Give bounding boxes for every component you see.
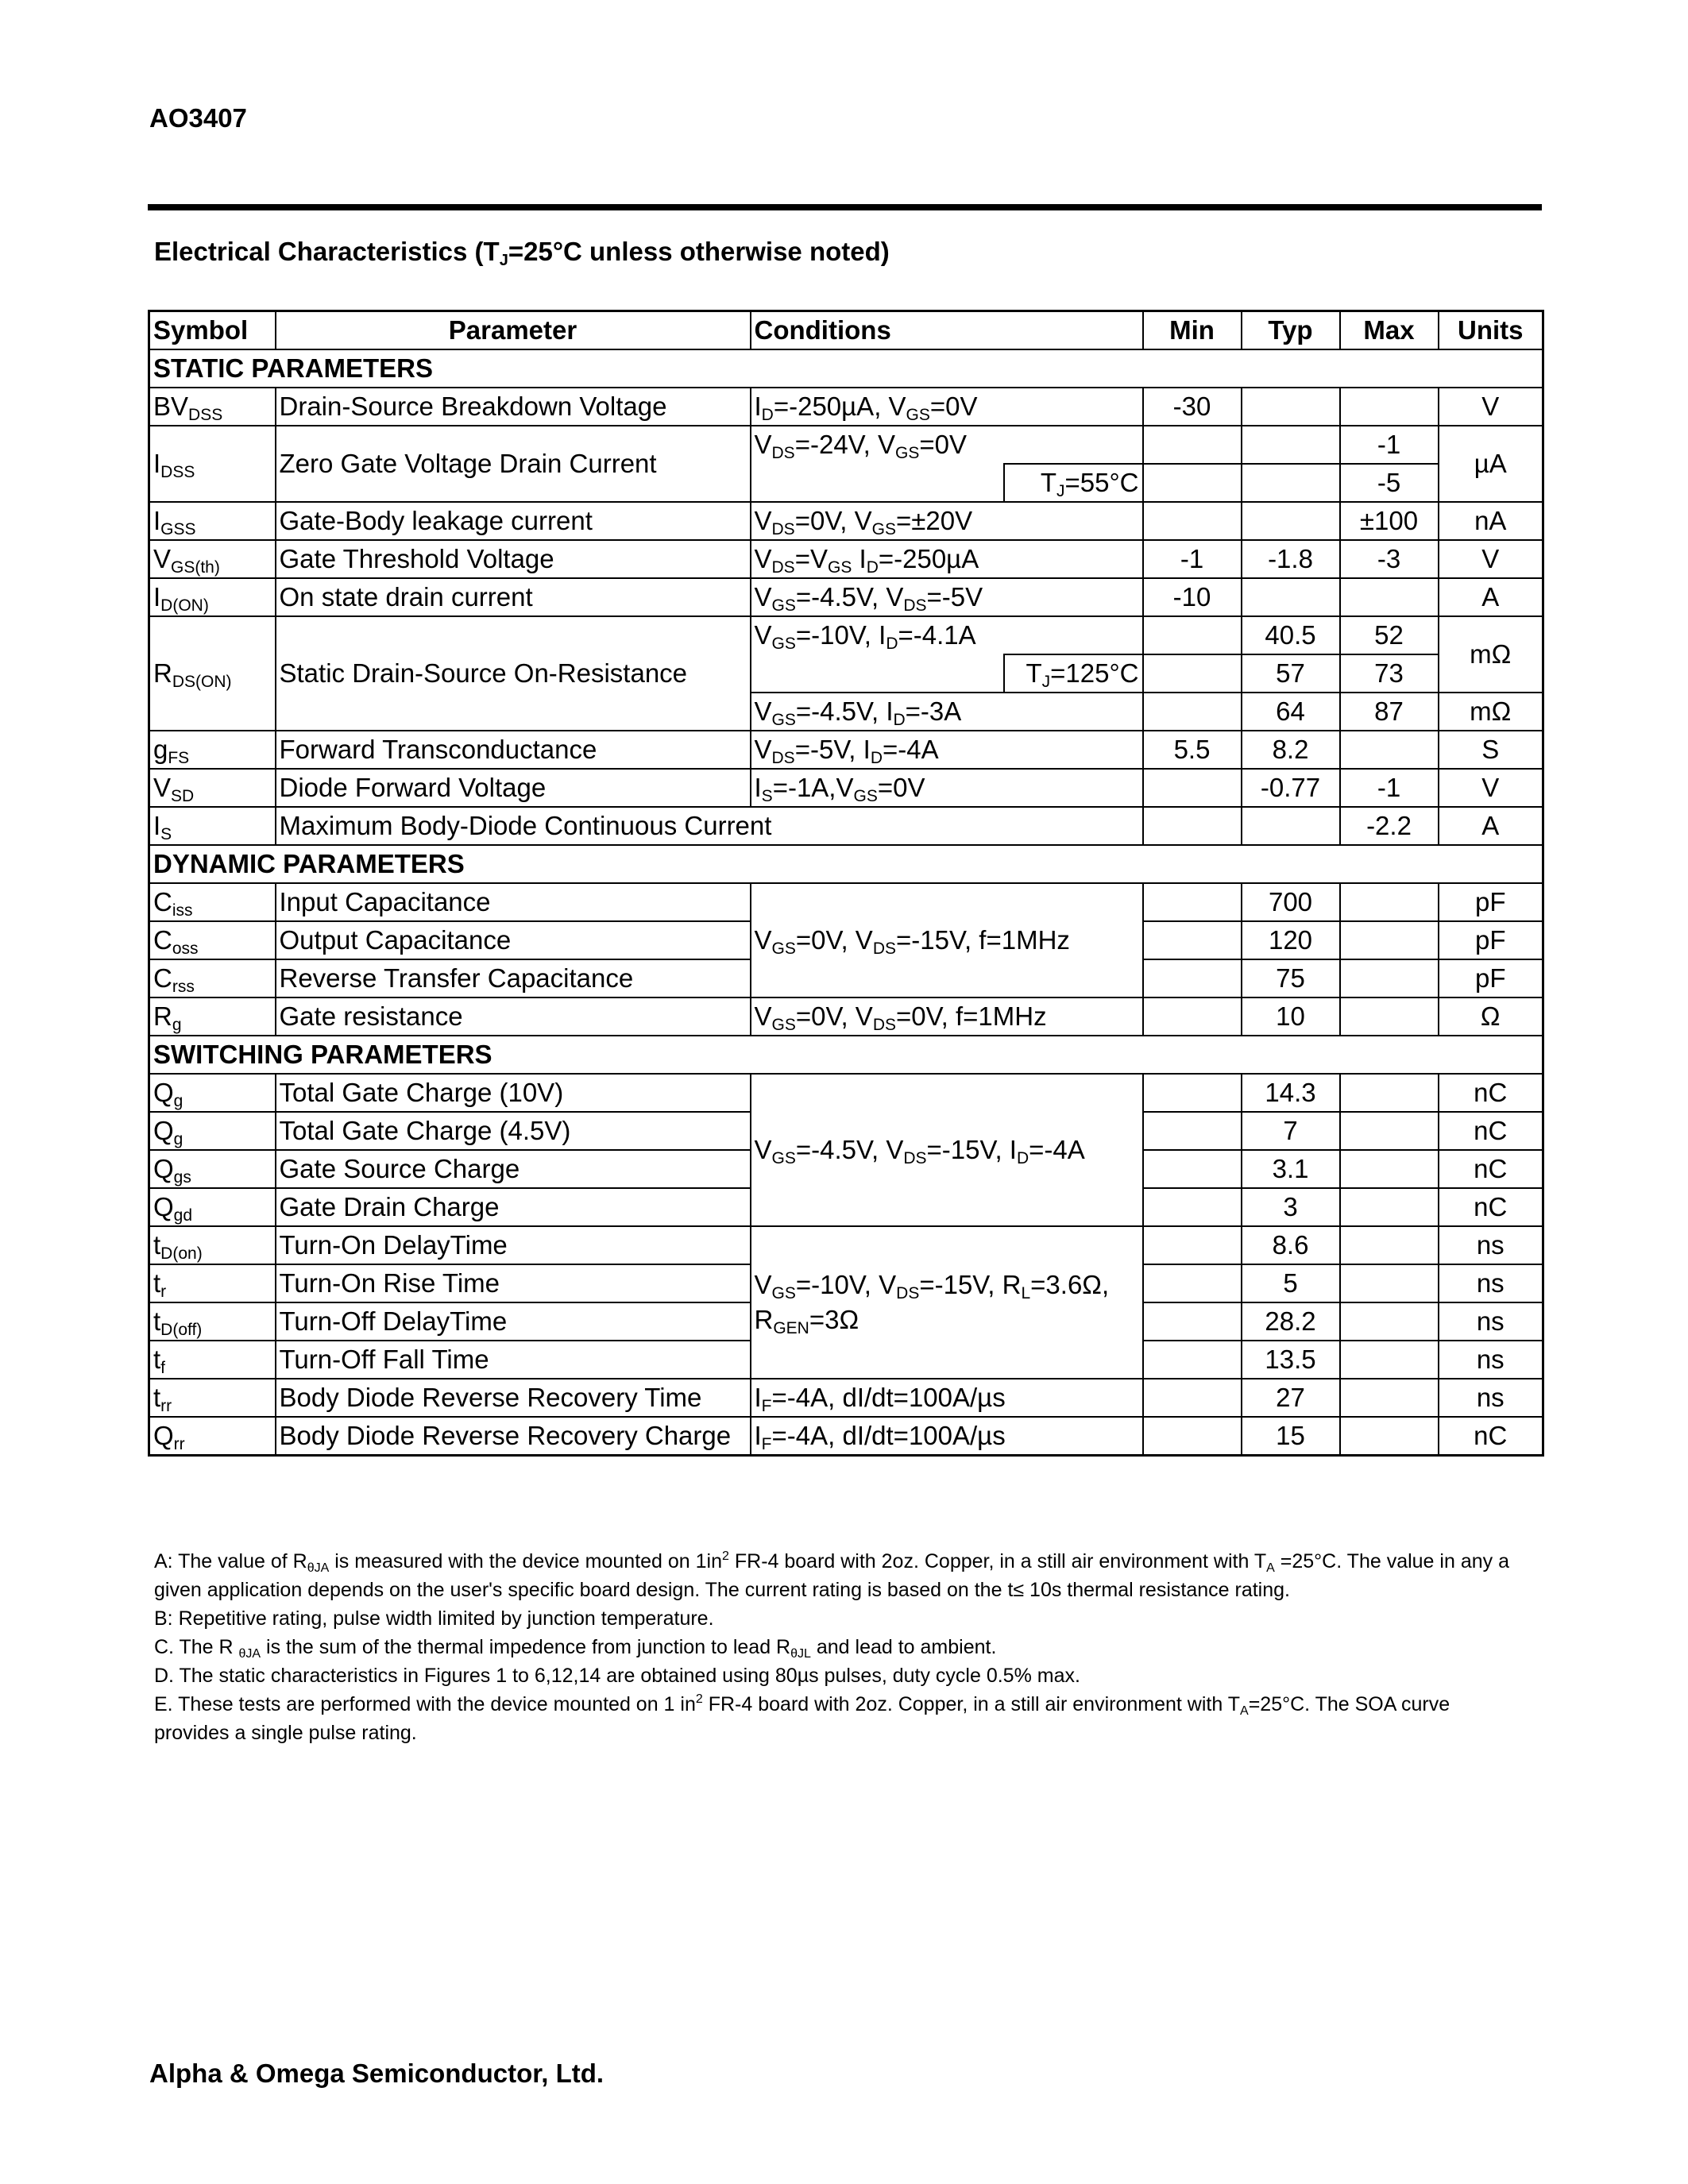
units: pF: [1439, 959, 1543, 997]
conditions: $V_{GS}=-10V$, $V_{DS}=-15V$, $R_L=3.6\Omega$, $R_{GEN}=3\Omega$: [751, 1226, 1143, 1379]
max: [1340, 1379, 1439, 1417]
typ: [1242, 426, 1340, 464]
table-row: [149, 616, 1543, 654]
parameter: Turn-Off Fall Time: [276, 1341, 751, 1379]
typ: [1242, 388, 1340, 426]
parameter: Body Diode Reverse Recovery Charge: [276, 1417, 751, 1456]
parameter: Input Capacitance: [276, 883, 751, 921]
header-rule: [148, 204, 1542, 210]
conditions: $I_D=-250\mu A$, $V_{GS}=0V$: [751, 388, 1143, 426]
max: -1: [1340, 769, 1439, 807]
conditions-spacer: [751, 464, 1004, 502]
col-typ: Typ: [1242, 311, 1340, 350]
col-symbol: Symbol: [149, 311, 276, 350]
typ: 700: [1242, 883, 1340, 921]
typ: [1242, 464, 1340, 502]
parameter: Body Diode Reverse Recovery Time: [276, 1379, 751, 1417]
part-number: AO3407: [149, 103, 247, 133]
typ: 40.5: [1242, 616, 1340, 654]
units: nC: [1439, 1150, 1543, 1188]
units: S: [1439, 731, 1543, 769]
note-e: E. These tests are performed with the device mounted on 1 $in^2$ FR-4 board with 2oz. Copper, in a still air environment with $T_A=25^\circ C$. The SOA curve provides a single pulse rating.: [154, 1692, 1450, 1744]
conditions-temp: $T_J=55^\circ C$: [1004, 464, 1143, 502]
typ: 7: [1242, 1112, 1340, 1150]
company-footer: Alpha & Omega Semiconductor, Ltd.: [149, 2059, 605, 2088]
parameter: On state drain current: [276, 578, 751, 616]
static-section-label: STATIC PARAMETERS: [149, 349, 1543, 388]
typ: 64: [1242, 693, 1340, 731]
parameter: Zero Gate Voltage Drain Current: [276, 426, 751, 502]
parameter: Total Gate Charge (4.5V): [276, 1112, 751, 1150]
parameter: Drain-Source Breakdown Voltage: [276, 388, 751, 426]
symbol: $C_{rss}$: [149, 959, 276, 997]
typ: 3: [1242, 1188, 1340, 1226]
min: [1143, 1188, 1242, 1226]
footnotes: [154, 1547, 1520, 1747]
typ: 57: [1242, 654, 1340, 693]
units: mΩ: [1439, 616, 1543, 693]
typ: 10: [1242, 997, 1340, 1036]
table-row: [149, 1074, 1543, 1112]
static-section-row: [149, 349, 1543, 388]
table-row: [149, 426, 1543, 464]
max: [1340, 1302, 1439, 1341]
units: ns: [1439, 1341, 1543, 1379]
typ: 27: [1242, 1379, 1340, 1417]
section-title: Electrical Characteristics ($T_J=25^\circ C$ unless otherwise noted): [154, 237, 890, 269]
max: 73: [1340, 654, 1439, 693]
min: [1143, 1112, 1242, 1150]
parameter: Maximum Body-Diode Continuous Current: [276, 807, 1143, 845]
min: [1143, 1264, 1242, 1302]
units: V: [1439, 769, 1543, 807]
min: -10: [1143, 578, 1242, 616]
units: A: [1439, 578, 1543, 616]
max: -5: [1340, 464, 1439, 502]
symbol: $Q_g$: [149, 1074, 276, 1112]
min: [1143, 693, 1242, 731]
note-d: D. The static characteristics in Figures 1 to 6,12,14 are obtained using 80µs pulses, duty cycle 0.5% max.: [154, 1665, 1080, 1687]
units: A: [1439, 807, 1543, 845]
min: [1143, 1302, 1242, 1341]
table-row: [149, 1226, 1543, 1264]
col-conditions: Conditions: [751, 311, 1143, 350]
max: [1340, 388, 1439, 426]
max: [1340, 883, 1439, 921]
max: [1340, 1226, 1439, 1264]
symbol: $Q_g$: [149, 1112, 276, 1150]
typ: 5: [1242, 1264, 1340, 1302]
parameter: Diode Forward Voltage: [276, 769, 751, 807]
symbol: $t_r$: [149, 1264, 276, 1302]
max: [1340, 1112, 1439, 1150]
min: [1143, 464, 1242, 502]
units: nC: [1439, 1074, 1543, 1112]
symbol: $R_{DS(ON)}$: [149, 616, 276, 731]
parameter: Reverse Transfer Capacitance: [276, 959, 751, 997]
min: [1143, 959, 1242, 997]
units: nC: [1439, 1112, 1543, 1150]
conditions-spacer: [751, 654, 1004, 693]
parameter: Gate-Body leakage current: [276, 502, 751, 540]
min: [1143, 502, 1242, 540]
typ: 15: [1242, 1417, 1340, 1456]
symbol: $I_{GSS}$: [149, 502, 276, 540]
conditions: $I_F=-4A$, dI/dt=100A/µs: [751, 1417, 1143, 1456]
min: [1143, 883, 1242, 921]
parameter: Turn-On Rise Time: [276, 1264, 751, 1302]
table-row: [149, 388, 1543, 426]
typ: 8.6: [1242, 1226, 1340, 1264]
conditions: $I_S=-1A,V_{GS}=0V$: [751, 769, 1143, 807]
units: µA: [1439, 426, 1543, 502]
col-min: Min: [1143, 311, 1242, 350]
parameter: Forward Transconductance: [276, 731, 751, 769]
typ: 13.5: [1242, 1341, 1340, 1379]
conditions: $I_F=-4A$, dI/dt=100A/µs: [751, 1379, 1143, 1417]
units: mΩ: [1439, 693, 1543, 731]
max: [1340, 1150, 1439, 1188]
parameter: Gate Source Charge: [276, 1150, 751, 1188]
conditions: $V_{DS}=V_{GS}$ $I_D=-250\mu A$: [751, 540, 1143, 578]
min: [1143, 1341, 1242, 1379]
table-row: [149, 1417, 1543, 1456]
symbol: $g_{FS}$: [149, 731, 276, 769]
parameter: Turn-Off DelayTime: [276, 1302, 751, 1341]
min: [1143, 1379, 1242, 1417]
parameter: Gate Drain Charge: [276, 1188, 751, 1226]
units: pF: [1439, 883, 1543, 921]
max: [1340, 1341, 1439, 1379]
max: [1340, 921, 1439, 959]
min: [1143, 769, 1242, 807]
min: -30: [1143, 388, 1242, 426]
table-row: [149, 731, 1543, 769]
table-row: [149, 502, 1543, 540]
units: ns: [1439, 1379, 1543, 1417]
symbol: $t_f$: [149, 1341, 276, 1379]
dynamic-section-label: DYNAMIC PARAMETERS: [149, 845, 1543, 883]
table-row: [149, 1379, 1543, 1417]
table-row: [149, 540, 1543, 578]
min: [1143, 997, 1242, 1036]
units: Ω: [1439, 997, 1543, 1036]
max: -1: [1340, 426, 1439, 464]
typ: 14.3: [1242, 1074, 1340, 1112]
typ: [1242, 502, 1340, 540]
conditions: $V_{GS}=-4.5V$, $I_D=-3A$: [751, 693, 1143, 731]
conditions: $V_{DS}=0V$, $V_{GS}=\pm 20V$: [751, 502, 1143, 540]
max: [1340, 959, 1439, 997]
note-b: B: Repetitive rating, pulse width limited by junction temperature.: [154, 1607, 714, 1630]
symbol: $t_{D(off)}$: [149, 1302, 276, 1341]
parameter: Static Drain-Source On-Resistance: [276, 616, 751, 731]
conditions: $V_{GS}=-4.5V$, $V_{DS}=-5V$: [751, 578, 1143, 616]
units: nA: [1439, 502, 1543, 540]
typ: 8.2: [1242, 731, 1340, 769]
table-row: [149, 769, 1543, 807]
min: [1143, 1074, 1242, 1112]
table-row: [149, 578, 1543, 616]
parameter: Total Gate Charge (10V): [276, 1074, 751, 1112]
symbol: $Q_{rr}$: [149, 1417, 276, 1456]
table-row: [149, 807, 1543, 845]
max: [1340, 1074, 1439, 1112]
symbol: $I_{D(ON)}$: [149, 578, 276, 616]
typ: 120: [1242, 921, 1340, 959]
max: -2.2: [1340, 807, 1439, 845]
col-max: Max: [1340, 311, 1439, 350]
units: nC: [1439, 1417, 1543, 1456]
parameter: Gate resistance: [276, 997, 751, 1036]
symbol: $BV_{DSS}$: [149, 388, 276, 426]
symbol: $C_{oss}$: [149, 921, 276, 959]
table-header-row: [149, 311, 1543, 350]
conditions: $V_{GS}=-10V$, $I_D=-4.1A$: [751, 616, 1143, 654]
typ: -0.77: [1242, 769, 1340, 807]
min: [1143, 616, 1242, 654]
switching-section-label: SWITCHING PARAMETERS: [149, 1036, 1543, 1074]
max: [1340, 1264, 1439, 1302]
col-units: Units: [1439, 311, 1543, 350]
max: [1340, 1417, 1439, 1456]
typ: [1242, 807, 1340, 845]
units: nC: [1439, 1188, 1543, 1226]
symbol: $R_g$: [149, 997, 276, 1036]
typ: -1.8: [1242, 540, 1340, 578]
max: 52: [1340, 616, 1439, 654]
parameter: Gate Threshold Voltage: [276, 540, 751, 578]
note-c: C. The R $_{\theta JA}$ is the sum of the thermal impedence from junction to lead $R_{\theta JL}$ and lead to ambient.: [154, 1636, 997, 1661]
min: 5.5: [1143, 731, 1242, 769]
table-row: [149, 883, 1543, 921]
symbol: $t_{D(on)}$: [149, 1226, 276, 1264]
conditions: $V_{DS}=-5V$, $I_D=-4A$: [751, 731, 1143, 769]
max: 87: [1340, 693, 1439, 731]
min: -1: [1143, 540, 1242, 578]
note-a: A: The value of $R_{\theta JA}$ is measured with the device mounted on $1in^2$ FR-4 board with 2oz. Copper, in a still air environment with $T_A =25^\circ C$. The value in any a given application depends on the user's specific board design. The current rating is based on the t≤ 10s thermal resistance rating.: [154, 1549, 1509, 1601]
symbol: $Q_{gd}$: [149, 1188, 276, 1226]
parameter: Turn-On DelayTime: [276, 1226, 751, 1264]
conditions-temp: $T_J=125^\circ C$: [1004, 654, 1143, 693]
conditions: $V_{DS}=-24V$, $V_{GS}=0V$: [751, 426, 1143, 464]
symbol: $t_{rr}$: [149, 1379, 276, 1417]
units: ns: [1439, 1302, 1543, 1341]
electrical-characteristics-table: [148, 310, 1544, 1457]
symbol: $V_{GS(th)}$: [149, 540, 276, 578]
max: [1340, 578, 1439, 616]
units: V: [1439, 388, 1543, 426]
max: [1340, 1188, 1439, 1226]
symbol: $C_{iss}$: [149, 883, 276, 921]
min: [1143, 654, 1242, 693]
min: [1143, 1226, 1242, 1264]
typ: 75: [1242, 959, 1340, 997]
units: V: [1439, 540, 1543, 578]
units: pF: [1439, 921, 1543, 959]
switching-section-row: [149, 1036, 1543, 1074]
typ: [1242, 578, 1340, 616]
symbol: $Q_{gs}$: [149, 1150, 276, 1188]
symbol: $V_{SD}$: [149, 769, 276, 807]
max: [1340, 997, 1439, 1036]
symbol: $I_S$: [149, 807, 276, 845]
parameter: Output Capacitance: [276, 921, 751, 959]
max: [1340, 731, 1439, 769]
units: ns: [1439, 1264, 1543, 1302]
typ: 3.1: [1242, 1150, 1340, 1188]
conditions: $V_{GS}=0V$, $V_{DS}=0V$, f=1MHz: [751, 997, 1143, 1036]
max: ±100: [1340, 502, 1439, 540]
min: [1143, 921, 1242, 959]
typ: 28.2: [1242, 1302, 1340, 1341]
symbol: $I_{DSS}$: [149, 426, 276, 502]
min: [1143, 1417, 1242, 1456]
min: [1143, 426, 1242, 464]
max: -3: [1340, 540, 1439, 578]
min: [1143, 807, 1242, 845]
table-row: [149, 997, 1543, 1036]
conditions: $V_{GS}=-4.5V$, $V_{DS}=-15V$, $I_D=-4A$: [751, 1074, 1143, 1226]
units: ns: [1439, 1226, 1543, 1264]
col-parameter: Parameter: [276, 311, 751, 350]
min: [1143, 1150, 1242, 1188]
conditions: $V_{GS}=0V$, $V_{DS}=-15V$, f=1MHz: [751, 883, 1143, 997]
dynamic-section-row: [149, 845, 1543, 883]
